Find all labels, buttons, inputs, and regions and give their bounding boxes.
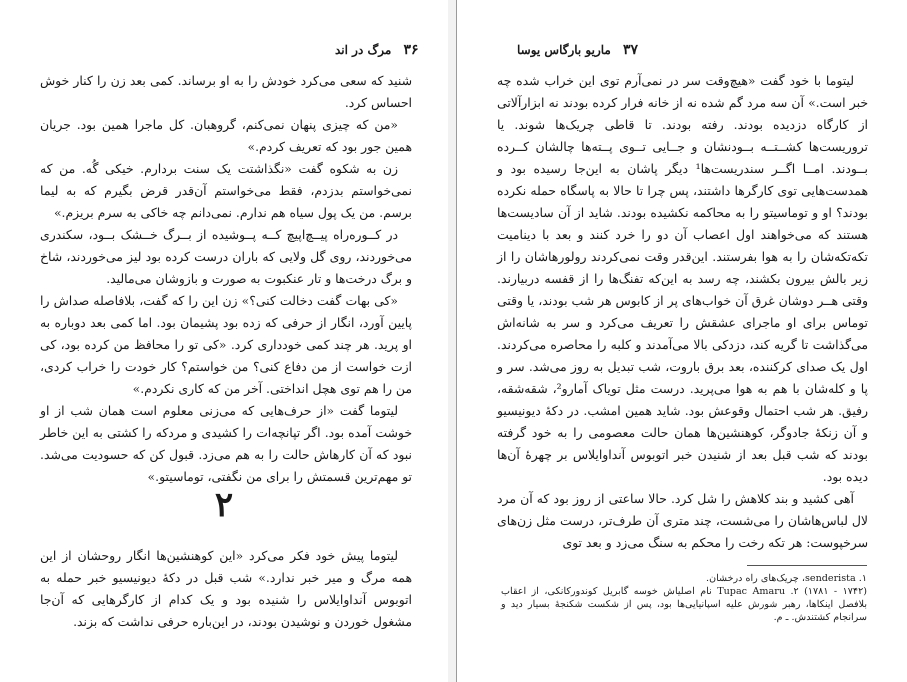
chapter-number: ۲ [214,485,234,525]
paragraph: لیتوما با خود گفت «هیچ‌وقت سر در نمی‌آرم توی این خراب شده چه خبر است.» آن سه مرد گم شده نه از خانه فرار کرده بودند نه ابزارآلاتی از کارگاه دزدیده بودند. رفته بودند. تا قاطی چریک‌ها شوند. یا تروریست‌ها کشــتــه بــودنشان و جــایی تــوی پــته‌ها چالشان کــرده بــودند. امــا اگــر سندریست‌ها¹ دیگر پاشان به این‌جا رسیده بود و همدست‌هایی توی کارگرها داشتند، پس چرا تا حالا به پاسگاه حمله نکرده بودند؟ او و توماسیتو را به محاکمه نکشیده بودند. شاید از آن سادیست‌ها هستند که می‌خواهند اول اعصاب آن دو را خرد کنند و بعد با دینامیت تکه‌تکه‌شان را به هوا بفرستند. این‌قدر وقت نمی‌کردند رولورهاشان را از زیر بالش بیرون بکشند، چه رسد به این‌که تفنگ‌ها را از قفسه دربیارند. وقتی هــر دوشان غرق آن خواب‌های پر از کابوس هر شب بودند، یا وقتی توماس برای او ماجرای عشقش را تعریف می‌کرد و سر به شانه‌اش می‌گذاشت تا گریه کند، دزدکی بالا می‌آمدند و کلبه را محاصره می‌کردند. اول یک صدای کرکننده، بعد برق باروت، شب تبدیل به روز می‌شد. سر و پا و کله‌شان با هم به هوا می‌پرید. درست مثل تویاک آمارو²، شقه‌شقه، رفیق. هر شب احتمال وقوعش بود. شاید همین امشب. در دکهٔ دیونیسیو و آن زنکهٔ جادوگر، کوهنشین‌ها همان حالت معصومی را به خود گرفته بودند که شب قبل بعد از شنیدن خبر اتوبوس آنداوایلاس بر چهرهٔ آن‌ها دیده بود. [497,73,869,484]
paragraph: لیتوما پیش خود فکر می‌کرد «این کوهنشین‌ها انگار روحشان از این همه مرگ و میر خبر ندارد.» شب قبل در دکهٔ دیونیسیو خبر حمله به اتوبوس آنداوایلاس را شنیده بود و یک کدام از کارگرهایی که آن‌جا مشغول خوردن و نوشیدن بودند، در این‌باره حرفی نداشت که بزند. [40,548,412,629]
right-page-header [517,42,638,58]
left-page-number: ۳۶ [403,42,419,58]
right-running-title: ماریو بارگاس یوسا [517,43,611,57]
paragraph: «من که چیزی پنهان نمی‌کنم، گروهبان. کل ماجرا همین بود. جریان همین جور بود که تعریف کردم.» [40,117,412,154]
paragraph: لیتوما گفت «از حرف‌هایی که می‌زنی معلوم است همان شب از او خوشت آمده بود. اگر تپانچه‌ات را کشیدی و مردکه را کشتی به این خاطر نبود که آن کارهاش حالت را به هم می‌زد. قبول کن که حسودیت می‌شد. تو مهم‌ترین قسمتش را برای من نگفتی، توماسیتو.» [40,403,412,484]
right-page-text [497,70,868,554]
left-page-header [335,42,419,58]
right-page [456,0,907,682]
right-page-number: ۳۷ [623,42,639,58]
footnote: Tupac Amaru .۲ (۱۷۸۱ - ۱۷۴۲) نام اصلیاش خوسه گابریل کوندورکانکی، از اعقاب بلافصل اینکاها، رهبر شورش علیه اسپانیایی‌ها بود، پس از شکست شکنجهٔ بسیار دید و سرانجام کشتندش. ـ م. [501,586,867,623]
left-running-title: مرگ در اند [335,43,392,57]
footnote-divider [747,565,867,566]
footnote: senderista .۱، چریک‌های راه درخشان. [706,573,867,584]
left-page-text-bottom [40,545,412,633]
book-gutter [448,0,456,682]
paragraph: زن به شکوه گفت «نگذاشتت یک سنت بردارم. خیکی گُه. من که نمی‌خواستم بدزدم، فقط می‌خواستم آن‌قدر قرض بگیرم که به لیما برسم. من یک پول سیاه هم ندارم. نمی‌دانم چه خاکی به سرم بریزم.» [40,161,412,220]
footnotes [501,572,867,624]
left-page-text-top [40,70,412,488]
paragraph: «کی بهات گفت دخالت کنی؟» زن این را که گفت، بلافاصله صداش را پایین آورد، انگار از حرفی که زده بود پشیمان بود. اما کمی بعد دوباره به او پرید. هر چند کمی خودداری کرد. «کی تو را محافظ من کرده بود، کی ازت خواست از من دفاع کنی؟ من خواستم؟ کار خودت را خراب کردی، من را هم توی هچل انداختی. آخر من که کاری نکردم.» [40,293,412,396]
paragraph: شنید که سعی می‌کرد خودش را به او برساند. کمی بعد زن را کنار خوش احساس کرد. [40,73,412,110]
paragraph: در کــوره‌راه پیــچ‌اپیچ کــه پــوشیده از بــرگ خــشک بــود، سکندری می‌خوردند، روی گل ولایی که باران درست کرده بود لیز می‌خوردند، شاخ و برگ درخت‌ها و تار عنکبوت به صورت و بازوشان می‌مالید. [40,227,412,286]
paragraph: آهی کشید و بند کلاهش را شل کرد. حالا ساعتی از روز بود که آن مرد لال لباس‌هاشان را می‌شست، چند متری آن طرف‌تر، درست مثل زن‌های سرخپوست: هر تکه رخت را محکم به سنگ می‌زد و بعد توی [497,491,868,550]
left-page [0,0,449,682]
